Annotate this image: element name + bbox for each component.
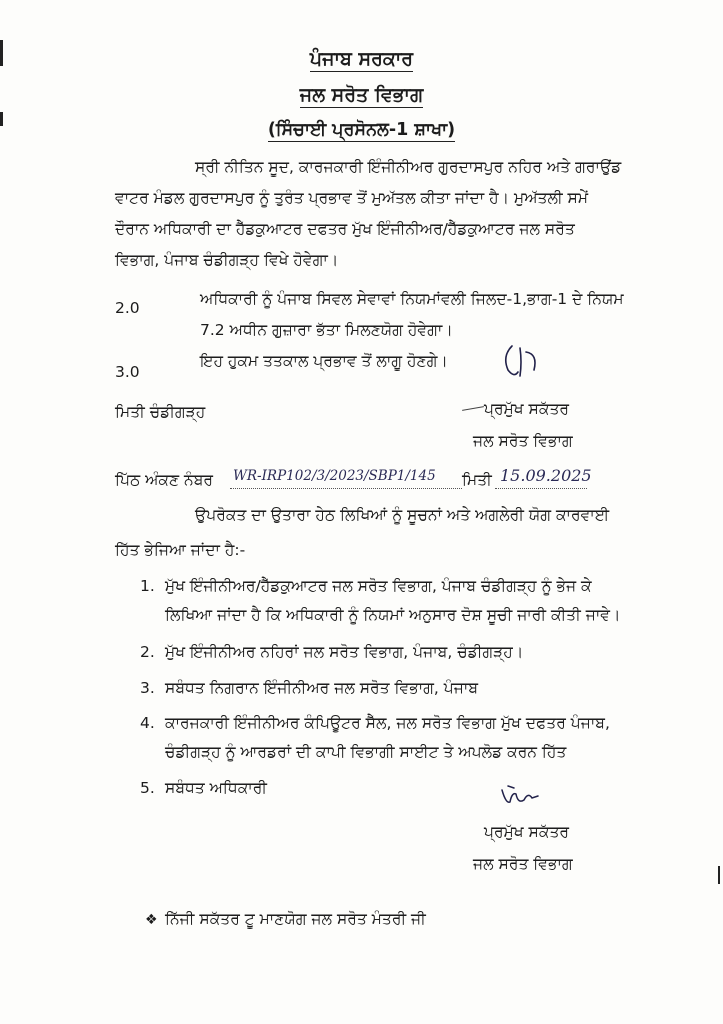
recipient-2-line1: ਮੁੱਖ ਇੰਜੀਨੀਅਰ ਨਹਿਰਾਂ ਜਲ ਸਰੋਤ ਵਿਭਾਗ, ਪੰਜਾਬ, ਚੰਡੀਗੜ੍ਹ। [165, 643, 524, 661]
order-item3-number: 3.0 [115, 363, 140, 381]
order-place: ਮਿਤੀ ਚੰਡੀਗੜ੍ਹ [115, 403, 206, 421]
order-para1-line4: ਵਿਭਾਗ, ਪੰਜਾਬ ਚੰਡੀਗੜ੍ਹ ਵਿਖੇ ਹੋਵੇਗਾ। [115, 251, 339, 269]
header-branch: (ਸਿੰਚਾਈ ਪ੍ਰਸੋਨਲ-1 ਸ਼ਾਖਾ) [267, 120, 456, 140]
cc-bullet: ❖ [145, 912, 158, 928]
ref-number-underline [230, 488, 462, 489]
date-underline [495, 488, 587, 489]
recipient-4-line2: ਚੰਡੀਗੜ੍ਹ ਨੂੰ ਆਰਡਰਾਂ ਦੀ ਕਾਪੀ ਵਿਭਾਗੀ ਸਾਈਟ ਤੇ ਅਪਲੋਡ ਕਰਨ ਹਿੱਤ [165, 743, 567, 761]
header-department: ਜਲ ਸਰੋਤ ਵਿਭਾਗ [299, 84, 424, 106]
recipient-1-number: 1. [140, 577, 155, 595]
recipient-5-number: 5. [140, 779, 155, 797]
endorsement-ref-label: ਪਿੱਠ ਅੰਕਣ ਨੰਬਰ [115, 471, 213, 489]
order-item2-line2: 7.2 ਅਧੀਨ ਗੁਜ਼ਾਰਾ ਭੱਤਾ ਮਿਲਣਯੋਗ ਹੋਵੇਗਾ। [200, 321, 453, 339]
order-item3-text: ਇਹ ਹੁਕਮ ਤਤਕਾਲ ਪ੍ਰਭਾਵ ਤੋਂ ਲਾਗੂ ਹੋਣਗੇ। [200, 352, 448, 370]
recipient-3-number: 3. [140, 679, 155, 697]
endorsement-sign-title: ਪ੍ਰਮੁੱਖ ਸਕੱਤਰ [484, 823, 569, 841]
recipient-4-number: 4. [140, 714, 155, 732]
recipient-1-line2: ਲਿਖਿਆ ਜਾਂਦਾ ਹੈ ਕਿ ਅਧਿਕਾਰੀ ਨੂੰ ਨਿਯਮਾਂ ਅਨੁਸਾਰ ਦੋਸ਼ ਸੂਚੀ ਜਾਰੀ ਕੀਤੀ ਜਾਵੇ। [165, 606, 621, 624]
order-sign-title: ਪ੍ਰਮੁੱਖ ਸਕੱਤਰ [484, 400, 569, 418]
signature-line-1 [462, 406, 484, 411]
endorsement-sign-dept: ਜਲ ਸਰੋਤ ਵਿਭਾਗ [473, 855, 573, 873]
recipient-4-line1: ਕਾਰਜਕਾਰੀ ਇੰਜੀਨੀਅਰ ਕੰਪਿਊਟਰ ਸੈੱਲ, ਜਲ ਸਰੋਤ ਵਿਭਾਗ ਮੁੱਖ ਦਫਤਰ ਪੰਜਾਬ, [165, 714, 610, 732]
recipient-5-line1: ਸਬੰਧਤ ਅਧਿਕਾਰੀ [165, 779, 267, 797]
scan-edge-mark [718, 866, 720, 884]
cc-recipient: ਨਿੱਜੀ ਸਕੱਤਰ ਟੂ ਮਾਣਯੋਗ ਜਲ ਸਰੋਤ ਮੰਤਰੀ ਜੀ [165, 910, 426, 928]
order-para1-line1: ਸ੍ਰੀ ਨੀਤਿਨ ਸੂਦ, ਕਾਰਜਕਾਰੀ ਇੰਜੀਨੀਅਰ ਗੁਰਦਾਸਪੁਰ ਨਹਿਰ ਅਤੇ ਗਰਾਉਂਡ [195, 158, 622, 176]
endorsement-intro-line2: ਹਿੱਤ ਭੇਜਿਆ ਜਾਂਦਾ ਹੈ:- [115, 541, 246, 559]
endorsement-intro-line1: ਉਪਰੋਕਤ ਦਾ ਉਤਾਰਾ ਹੇਠ ਲਿਖਿਆਂ ਨੂੰ ਸੂਚਨਾਂ ਅਤੇ ਅਗਲੇਰੀ ਯੋਗ ਕਾਰਵਾਈ [195, 506, 610, 524]
endorsement-date-label: ਮਿਤੀ [462, 471, 492, 489]
order-item2-number: 2.0 [115, 299, 140, 317]
recipient-1-line1: ਮੁੱਖ ਇੰਜੀਨੀਅਰ/ਹੈੱਡਕੁਆਟਰ ਜਲ ਸਰੋਤ ਵਿਭਾਗ, ਪੰਜਾਬ ਚੰਡੀਗੜ੍ਹ ਨੂੰ ਭੇਜ ਕੇ [165, 577, 592, 595]
order-item2-line1: ਅਧਿਕਾਰੀ ਨੂੰ ਪੰਜਾਬ ਸਿਵਲ ਸੇਵਾਵਾਂ ਨਿਯਮਾਂਵਲੀ ਜਿਲਦ-1,ਭਾਗ-1 ਦੇ ਨਿਯਮ [200, 290, 624, 308]
recipient-3-line1: ਸਬੰਧਤ ਨਿਗਰਾਨ ਇੰਜੀਨੀਅਰ ਜਲ ਸਰੋਤ ਵਿਭਾਗ, ਪੰਜਾਬ [165, 679, 479, 697]
order-para1-line3: ਦੌਰਾਨ ਅਧਿਕਾਰੀ ਦਾ ਹੈੱਡਕੁਆਟਰ ਦਫਤਰ ਮੁੱਖ ਇੰਜੀਨੀਅਰ/ਹੈੱਡਕੁਆਟਰ ਜਲ ਸਰੋਤ [115, 220, 575, 238]
endorsement-date-value: 15.09.2025 [500, 466, 592, 485]
endorsement-ref-number: WR-IRP102/3/2023/SBP1/145 [233, 468, 436, 484]
order-sign-dept: ਜਲ ਸਰੋਤ ਵਿਭਾਗ [473, 432, 573, 450]
header-government: ਪੰਜਾਬ ਸਰਕਾਰ [309, 48, 414, 70]
signature-2 [498, 782, 542, 812]
order-para1-line2: ਵਾਟਰ ਮੰਡਲ ਗੁਰਦਾਸਪੁਰ ਨੂੰ ਤੁਰੰਤ ਪ੍ਰਭਾਵ ਤੋਂ ਮੁਅੱਤਲ ਕੀਤਾ ਜਾਂਦਾ ਹੈ। ਮੁਅੱਤਲੀ ਸਮੇਂ [115, 189, 589, 207]
recipient-2-number: 2. [140, 643, 155, 661]
signature-1 [498, 342, 544, 382]
